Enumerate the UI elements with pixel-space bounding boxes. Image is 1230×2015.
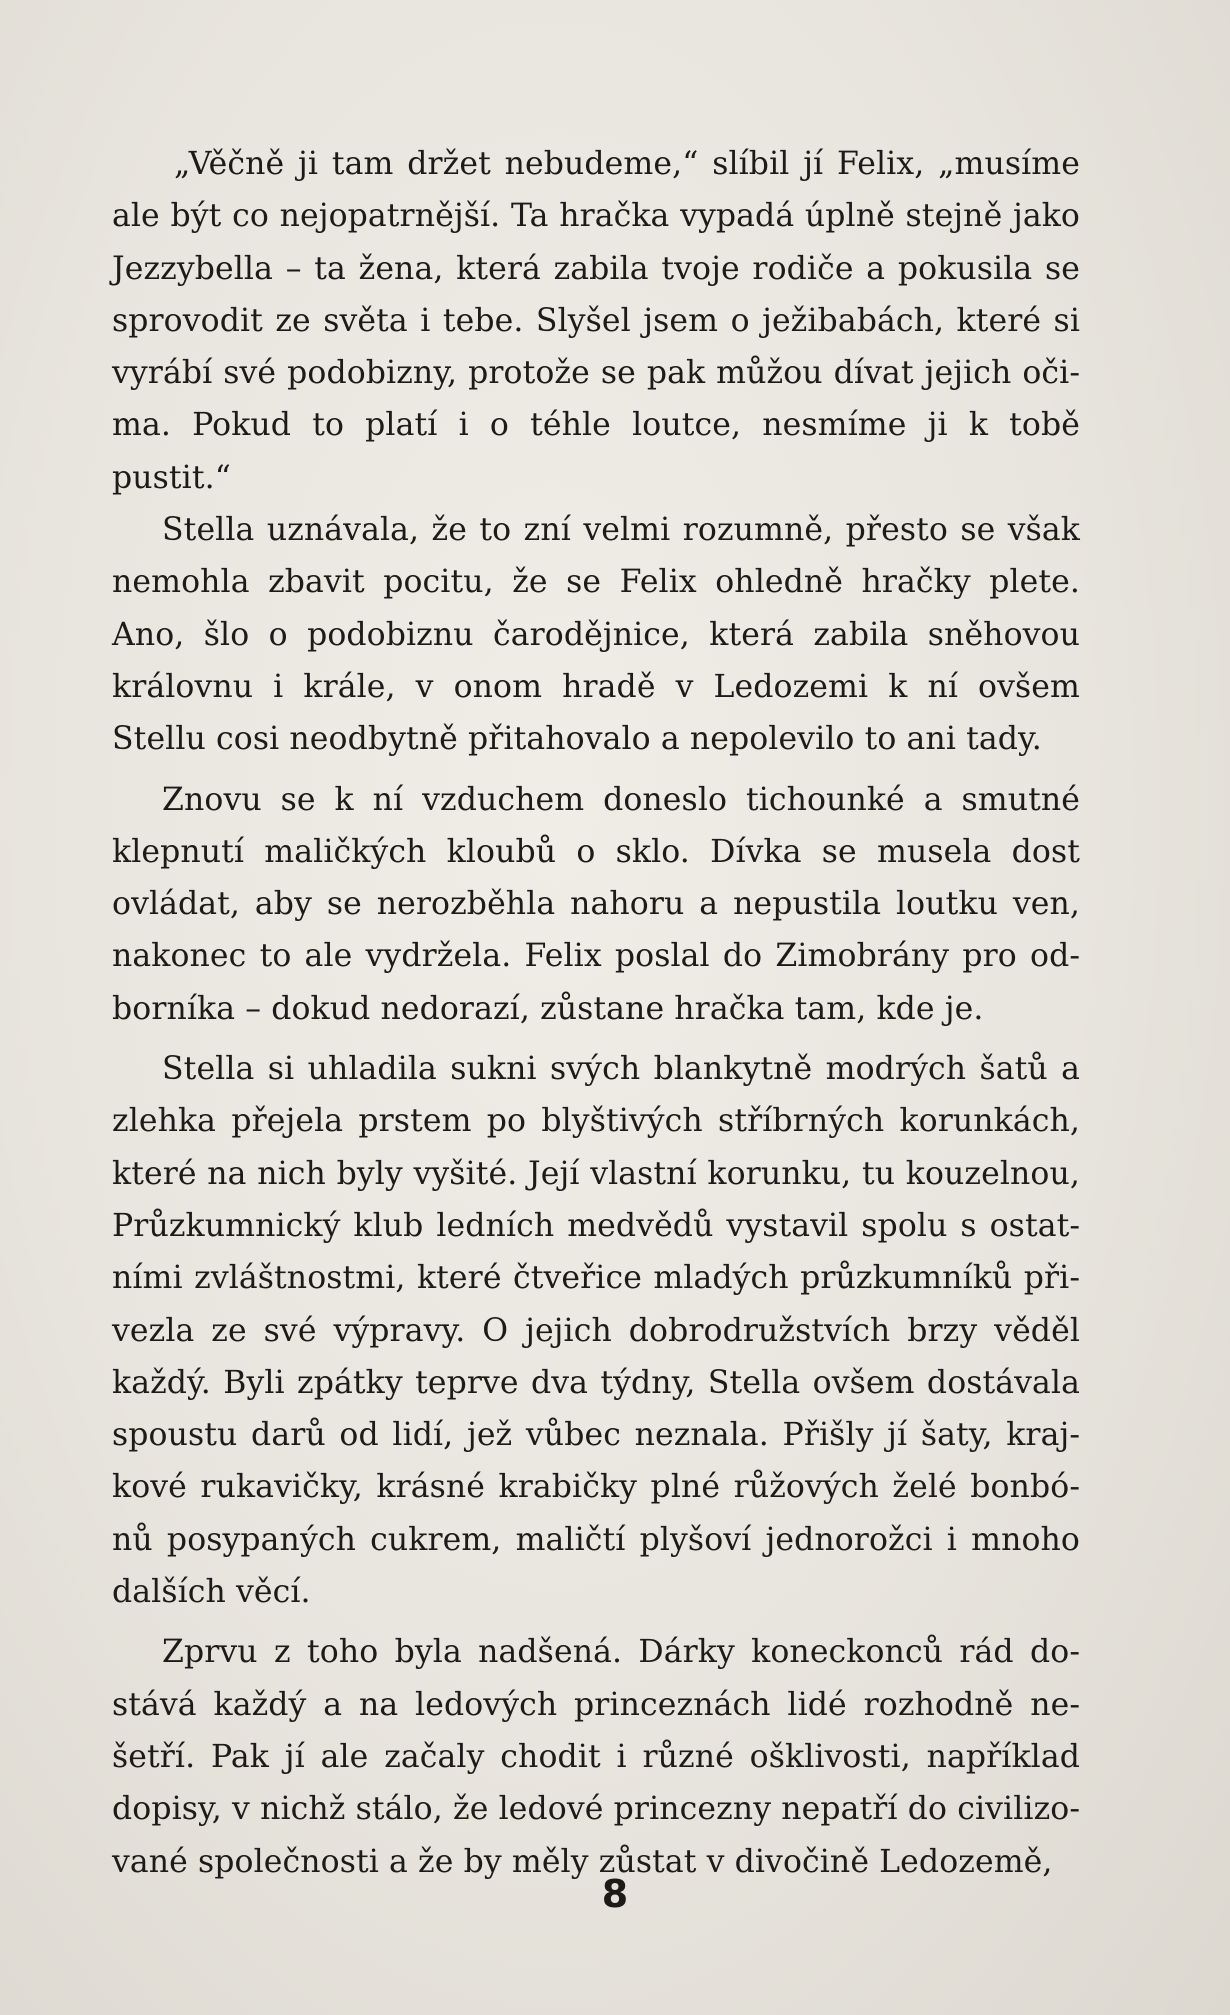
page-number: 8 xyxy=(601,1872,629,1916)
body-text xyxy=(112,138,1080,1888)
paragraph-3: Znovu se k ní vzduchem doneslo tichounké a smutné klepnutí maličkých kloubů o sklo. Dívka se musela dost ovládat, aby se nerozběhla nahoru a nepustila loutku ven, nakonec to ale vydržela. Felix poslal do Zimobrány pro odborníka – dokud nedorazí, zůstane hračka tam, kde je. xyxy=(112,781,1080,1027)
paragraph-5: Zprvu z toho byla nadšená. Dárky koneckonců rád dostává každý a na ledových princeznách lidé rozhodně nešetří. Pak jí ale začaly chodit i různé ošklivosti, například dopisy, v nichž stálo, že ledové princezny nepatří do civilizované společnosti a že by měly zůstat v divočině Ledozemě, xyxy=(112,1634,1080,1880)
paragraph-1: „Věčně ji tam držet nebudeme,“ slíbil jí Felix, „musíme ale být co nejopatrnější. Ta hračka vypadá úplně stejně jako Jezzybella – ta žena, která zabila tvoje rodiče a pokusila se sprovodit ze světa i tebe. Slyšel jsem o ježibabách, které si vyrábí své podobizny, protože se pak můžou dívat jejich očima. Pokud to platí i o téhle loutce, nesmíme ji k tobě pustit.“ xyxy=(112,146,1080,496)
paragraph-2: Stella uznávala, že to zní velmi rozumně, přesto se však nemohla zbavit pocitu, že se Felix ohledně hračky plete. Ano, šlo o podobiznu čarodějnice, která zabila sněhovou královnu i krále, v onom hradě v Ledozemi k ní ovšem Stellu cosi neodbytně přitahovalo a nepolevilo to ani tady. xyxy=(112,512,1080,758)
paragraph-4: Stella si uhladila sukni svých blankytně modrých šatů a zlehka přejela prstem po blyštivých stříbrných korunkách, které na nich byly vyšité. Její vlastní korunku, tu kouzelnou, Průzkumnický klub ledních medvědů vystavil spolu s ostatními zvláštnostmi, které čtveřice mladých průzkumníků přivezla ze své výpravy. O jejich dobrodružstvích brzy věděl každý. Byli zpátky teprve dva týdny, Stella ovšem dostávala spoustu darů od lidí, jež vůbec neznala. Přišly jí šaty, krajkové rukavičky, krásné krabičky plné růžových želé bonbónů posypaných cukrem, maličtí plyšoví jednorožci i mnoho dalších věcí. xyxy=(112,1051,1080,1611)
